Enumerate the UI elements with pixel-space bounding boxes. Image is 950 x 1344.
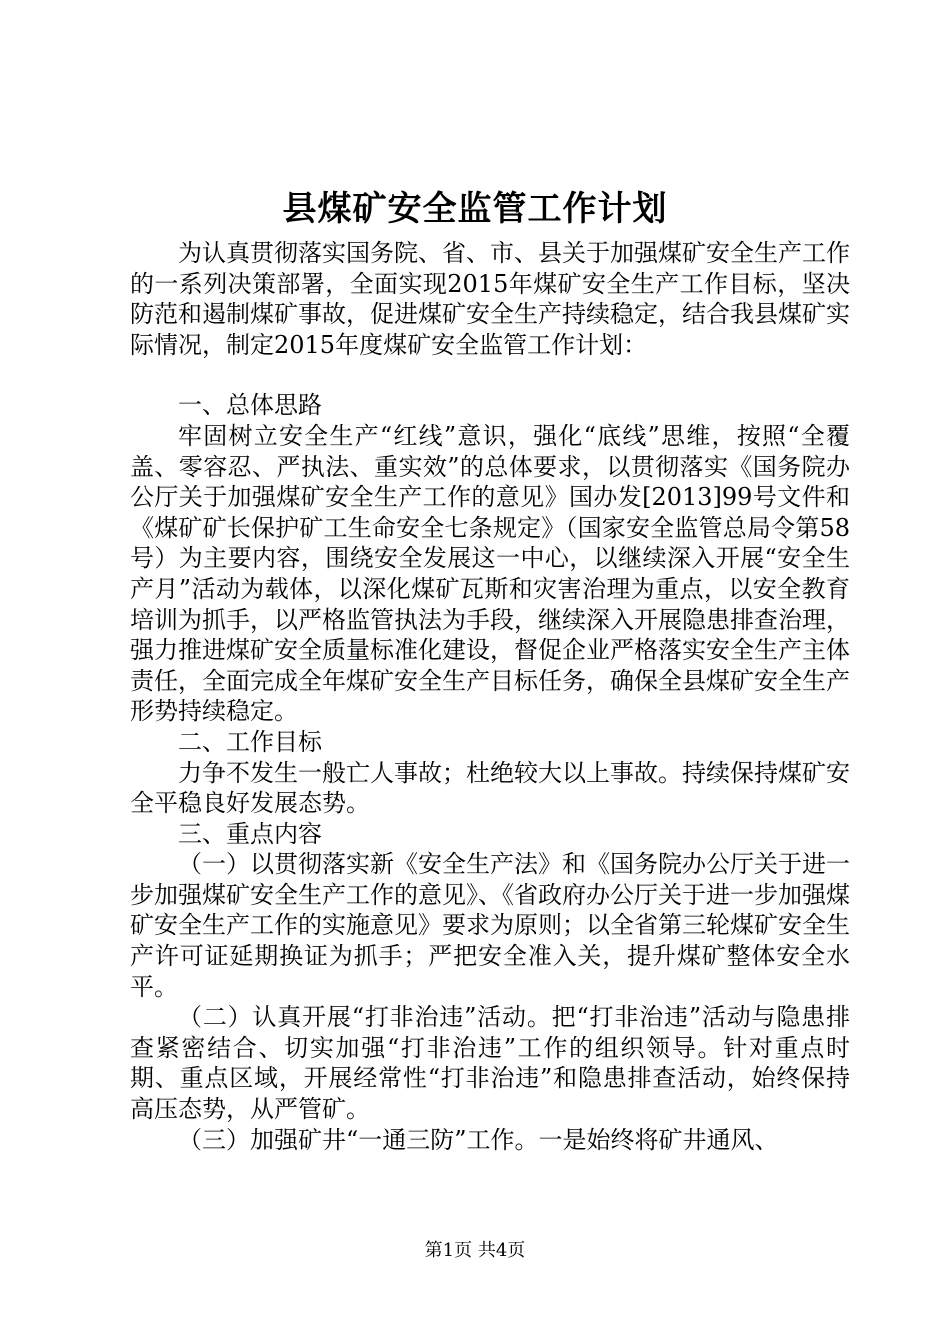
list-item-1: （一）以贯彻落实新《安全生产法》和《国务院办公厅关于进一步加强煤矿安全生产工作的意见》、《省政府办公厅关于进一步加强煤矿安全生产工作的实施意见》要求为原则；以全省第三轮煤矿安全生产许可证延期换证为抓手；严把安全准入关，提升煤矿整体安全水平。	[130, 850, 850, 1001]
section-body-1: 牢固树立安全生产“红线”意识，强化“底线”思维，按照“全覆盖、零容忍、严执法、重实效”的总体要求，以贯彻落实《国务院办公厅关于加强煤矿安全生产工作的意见》国办发[2013]99号文件和《煤矿矿长保护矿工生命安全七条规定》（国家安全监管总局令第58号）为主要内容，围绕安全发展这一中心，以继续深入开展“安全生产月”活动为载体，以深化煤矿瓦斯和灾害治理为重点，以安全教育培训为抓手，以严格监管执法为手段，继续深入开展隐患排查治理，强力推进煤矿安全质量标准化建设，督促企业严格落实安全生产主体责任，全面完成全年煤矿安全生产目标任务，确保全县煤矿安全生产形势持续稳定。	[130, 421, 850, 726]
section-heading-2: 二、工作目标	[178, 727, 322, 756]
section-heading-1: 一、总体思路	[178, 391, 322, 420]
section-heading-3: 三、重点内容	[178, 819, 322, 848]
page-number: 第1页 共4页	[424, 1240, 526, 1261]
document-body	[130, 238, 850, 1155]
list-item-3: （三）加强矿井“一通三防”工作。一是始终将矿井通风、	[178, 1125, 779, 1154]
document-title: 县煤矿安全监管工作计划	[282, 189, 668, 229]
intro-paragraph: 为认真贯彻落实国务院、省、市、县关于加强煤矿安全生产工作的一系列决策部署，全面实现2015年煤矿安全生产工作目标，坚决防范和遏制煤矿事故，促进煤矿安全生产持续稳定，结合我县煤矿实际情况，制定2015年度煤矿安全监管工作计划：	[130, 239, 850, 359]
paragraph-gap	[130, 360, 850, 390]
list-item-2: （二）认真开展“打非治违”活动。把“打非治违”活动与隐患排查紧密结合、切实加强“打非治违”工作的组织领导。针对重点时期、重点区域，开展经常性“打非治违”和隐患排查活动，始终保持高压态势，从严管矿。	[130, 1003, 850, 1124]
section-body-2: 力争不发生一般亡人事故；杜绝较大以上事故。持续保持煤矿安全平稳良好发展态势。	[130, 758, 850, 818]
